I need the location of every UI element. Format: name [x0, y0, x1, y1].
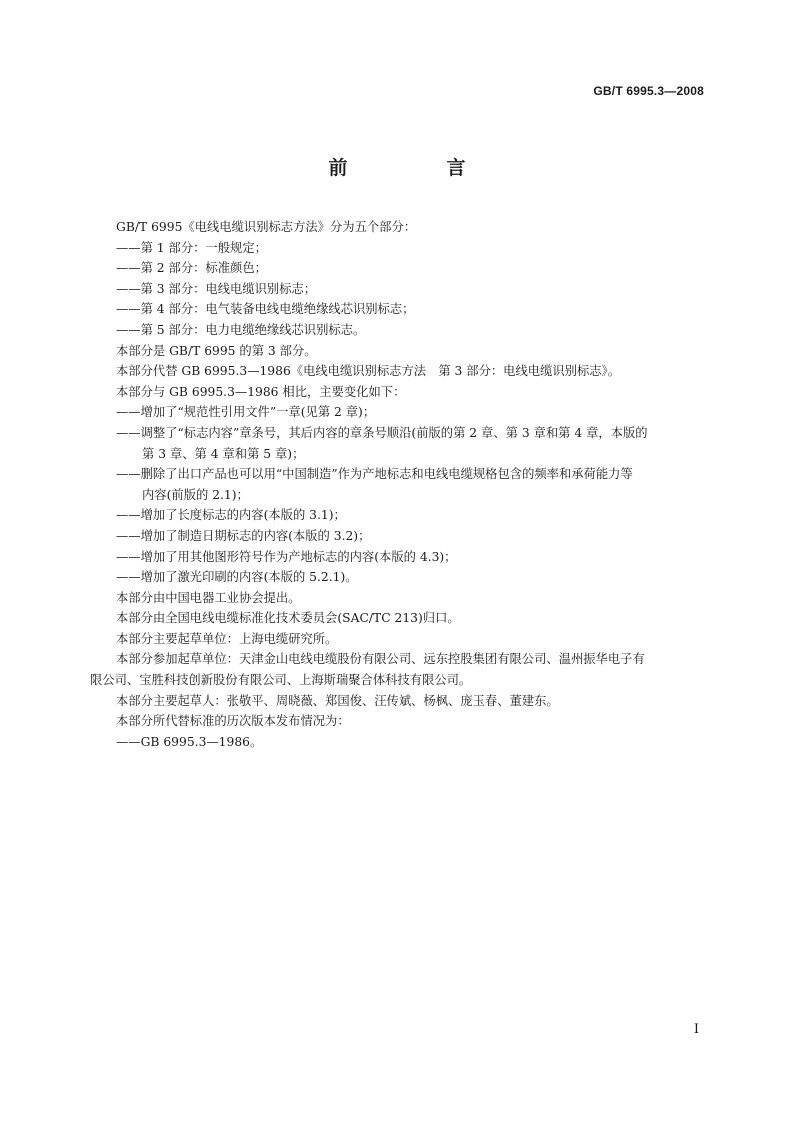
paragraph-participating-units: [90, 649, 706, 670]
list-item-part-4: ——第 4 部分：电气装备电线电缆绝缘线芯识别标志；: [116, 302, 415, 317]
list-item-change-3-cont: [90, 485, 706, 506]
list-item-change-3: [90, 464, 706, 485]
page-title: 前 言: [328, 157, 506, 179]
paragraph-intro: GB/T 6995《电线电缆识别标志方法》分为五个部分：: [116, 220, 417, 234]
list-item-change-4: ——增加了长度标志的内容(本版的 3.1)；: [116, 508, 346, 523]
list-item-change-1: ——增加了“规范性引用文件”一章(见第 2 章)；: [116, 405, 376, 420]
list-item-change-2: [90, 423, 706, 444]
paragraph-proposer: 本部分由中国电器工业协会提出。: [116, 590, 301, 605]
list-item-change-3-line-2: 内容(前版的 2.1)；: [142, 487, 249, 502]
list-item-part-2: ——第 2 部分：标准颜色；: [116, 261, 267, 276]
list-item-change-2-cont: [90, 444, 706, 465]
paragraph-committee: 本部分由全国电线电缆标准化技术委员会(SAC/TC 213)归口。: [116, 611, 460, 626]
list-item-part-1: ——第 1 部分：一般规定；: [116, 240, 267, 255]
paragraph-drafters: 本部分主要起草人：张敬平、周晓薇、郑国俊、汪传斌、杨枫、庞玉春、董建东。: [116, 693, 559, 708]
paragraph-participating-units-cont: [90, 670, 706, 691]
list-item-change-2-line-1: ——调整了“标志内容”章条号，其后内容的章条号顺沿(前版的第 2 章、第 3 章和第 4 章，本版的: [116, 425, 648, 440]
participating-units-line-2: 限公司、宝胜科技创新股份有限公司、上海斯瑞聚合体科技有限公司。: [90, 673, 472, 688]
paragraph-replaces: 本部分代替 GB 6995.3—1986《电线电缆识别标志方法 第 3 部分：电线电缆识别标志》。: [116, 364, 620, 379]
paragraph-history-intro: 本部分所代替标准的历次版本发布情况为：: [116, 714, 350, 729]
list-item-part-5: ——第 5 部分：电力电缆绝缘线芯识别标志。: [116, 322, 366, 337]
page-number: I: [693, 1022, 699, 1037]
list-item-change-6: ——增加了用其他图形符号作为产地标志的内容(本版的 4.3)；: [116, 549, 457, 564]
list-item-change-3-line-1: ——删除了出口产品也可以用“中国制造”作为产地标志和电线电缆规格包含的频率和承荷能力等: [116, 467, 633, 482]
list-item-part-3: ——第 3 部分：电线电缆识别标志；: [116, 281, 317, 296]
list-item-change-5: ——增加了制造日期标志的内容(本版的 3.2)；: [116, 528, 371, 543]
paragraph-main-drafter-unit: 本部分主要起草单位：上海电缆研究所。: [116, 631, 338, 646]
participating-units-line-1: 本部分参加起草单位：天津金山电线电缆股份有限公司、远东控股集团有限公司、温州振华电子有: [116, 652, 645, 667]
paragraph-part-statement: 本部分是 GB/T 6995 的第 3 部分。: [116, 343, 317, 358]
list-item-change-2-line-2: 第 3 章、第 4 章和第 5 章)；: [142, 446, 305, 461]
paragraph-changes-intro: 本部分与 GB 6995.3—1986 相比，主要变化如下：: [116, 384, 406, 399]
foreword-body: [90, 217, 706, 752]
list-item-change-7: ——增加了激光印刷的内容(本版的 5.2.1)。: [116, 570, 358, 585]
standard-code: GB/T 6995.3—2008: [593, 84, 704, 98]
list-item-history-1: ——GB 6995.3—1986。: [116, 734, 263, 749]
